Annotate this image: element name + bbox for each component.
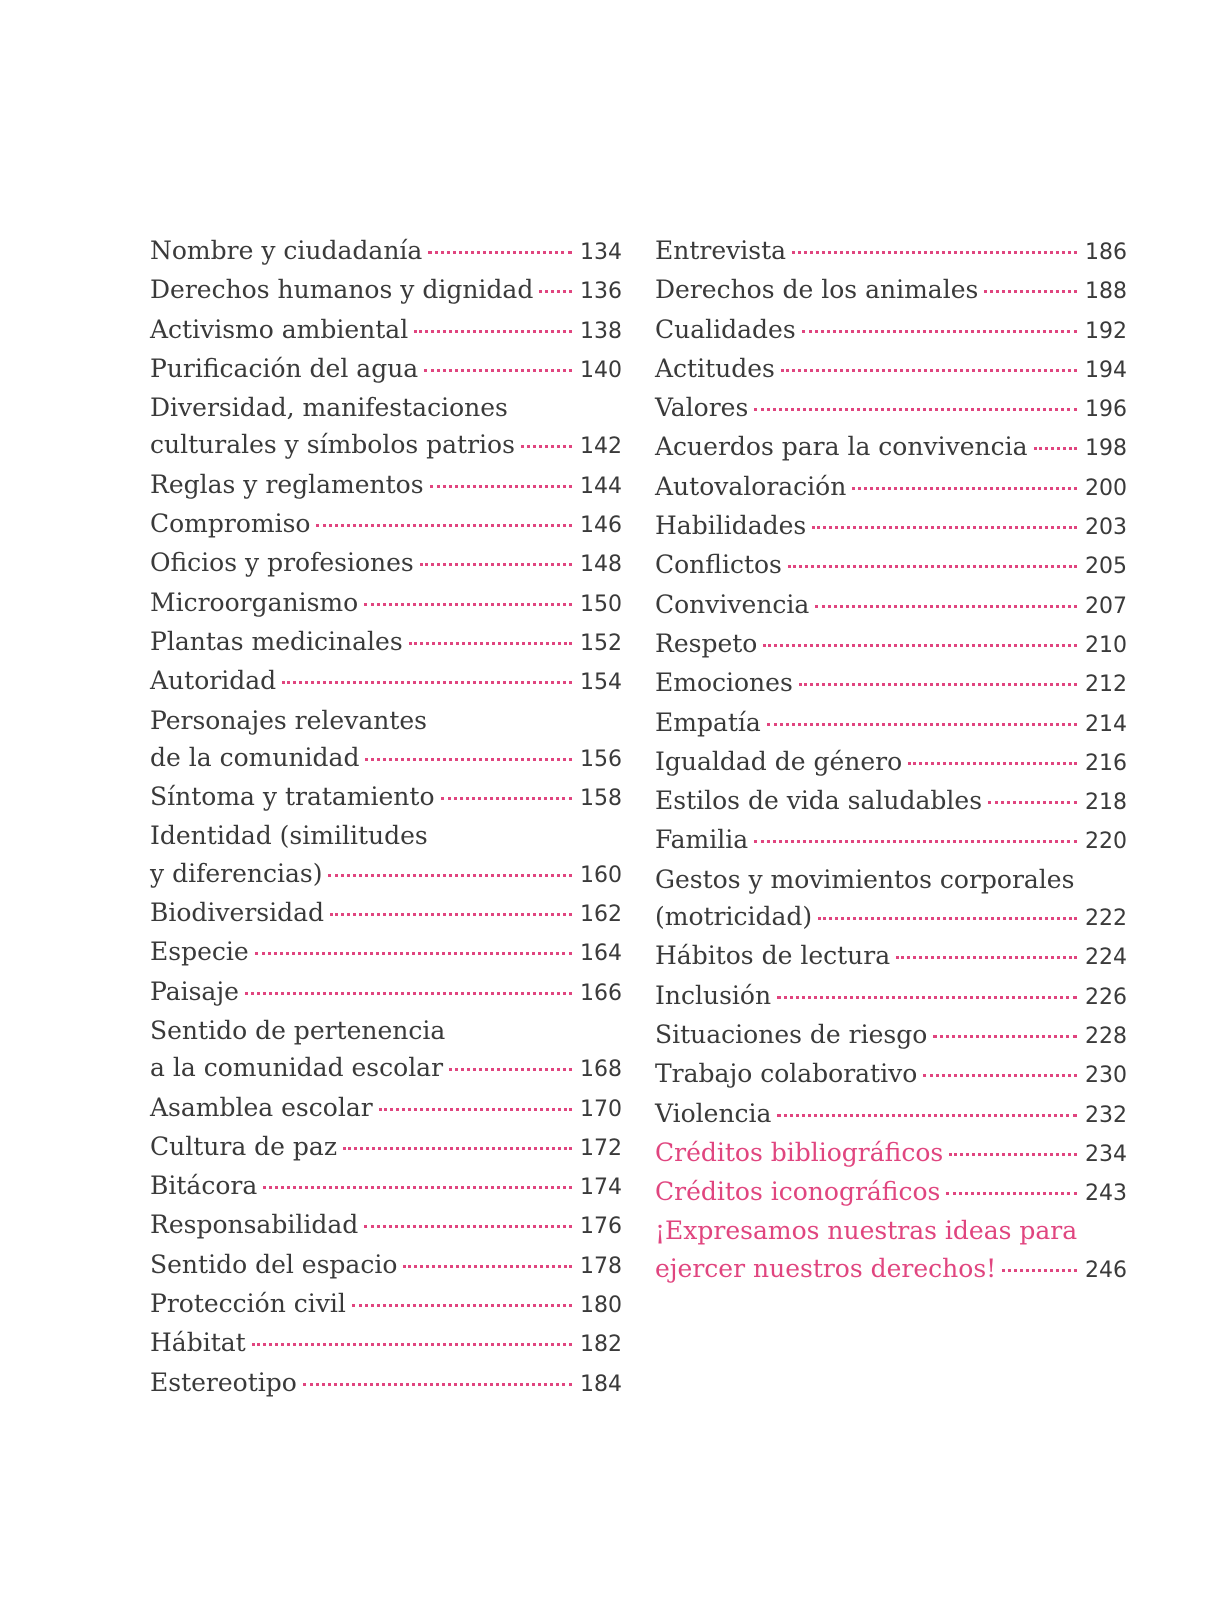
toc-entry-title: Valores [655, 393, 749, 423]
toc-entry[interactable] [655, 1173, 1127, 1212]
toc-entry-title: Conflictos [655, 550, 782, 580]
dot-leader [946, 1192, 1077, 1195]
toc-entry[interactable] [655, 664, 1127, 703]
dot-leader [933, 1035, 1077, 1038]
toc-entry-title: Plantas medicinales [150, 626, 403, 656]
toc-entry-title: Estereotipo [150, 1367, 297, 1397]
toc-entry-title: Síntoma y tratamiento [150, 782, 435, 812]
toc-entry-page-number: 216 [1085, 750, 1127, 776]
toc-entry[interactable] [150, 1206, 622, 1245]
toc-entry[interactable] [150, 1285, 622, 1324]
dot-leader [896, 956, 1077, 959]
toc-entry-page-number: 232 [1085, 1102, 1127, 1128]
toc-entry-title: Derechos humanos y dignidad [150, 275, 534, 305]
dot-leader [252, 1343, 572, 1346]
toc-entry-title: Empatía [655, 707, 761, 737]
toc-entry-title: Acuerdos para la convivencia [655, 432, 1028, 462]
toc-entry-page-number: 210 [1085, 632, 1127, 658]
toc-entry-page-number: 222 [1085, 906, 1127, 932]
toc-entry-title: Asamblea escolar [150, 1092, 373, 1122]
dot-leader [364, 603, 572, 606]
toc-entry[interactable] [655, 1095, 1127, 1134]
toc-entry-page-number: 148 [580, 552, 622, 578]
toc-entry-page-number: 160 [580, 862, 622, 888]
toc-entry[interactable] [655, 937, 1127, 976]
toc-entry-title: Familia [655, 825, 749, 855]
toc-entry[interactable] [150, 1012, 622, 1089]
toc-entry-title: Responsabilidad [150, 1210, 359, 1240]
toc-entry-page-number: 144 [580, 473, 622, 499]
toc-entry-title: Actitudes [655, 353, 775, 383]
toc-entry-title: Paisaje [150, 976, 239, 1006]
toc-entry-page-number: 234 [1085, 1141, 1127, 1167]
toc-entry-page-number: 164 [580, 941, 622, 967]
toc-entry-title: Trabajo colaborativo [655, 1059, 918, 1089]
toc-entry-page-number: 134 [580, 240, 622, 265]
dot-leader [984, 290, 1077, 293]
dot-leader [414, 330, 572, 333]
dot-leader [923, 1074, 1077, 1077]
dot-leader [428, 251, 572, 254]
toc-column-left [150, 232, 622, 1403]
toc-entry[interactable] [655, 1016, 1127, 1055]
toc-entry-title: Bitácora [150, 1171, 258, 1201]
dot-leader [949, 1153, 1077, 1156]
toc-entry-title: Especie [150, 937, 249, 967]
toc-entry-page-number: 154 [580, 670, 622, 696]
toc-entry-title-line1: Gestos y movimientos corporales [655, 864, 1075, 894]
toc-entry-page-number: 246 [1085, 1257, 1127, 1283]
toc-entry-title: Entrevista [655, 236, 787, 265]
dot-leader [441, 797, 573, 800]
toc-entry-page-number: 230 [1085, 1063, 1127, 1089]
toc-entry-page-number: 228 [1085, 1023, 1127, 1049]
dot-leader [788, 565, 1077, 568]
toc-entry[interactable] [150, 623, 622, 662]
toc-entry[interactable] [150, 778, 622, 817]
toc-entry-title: Emociones [655, 668, 793, 698]
toc-entry[interactable] [150, 505, 622, 544]
toc-entry-title: a la comunidad escolar [150, 1053, 444, 1083]
toc-entry[interactable] [655, 428, 1127, 467]
dot-leader [343, 1147, 572, 1150]
toc-entry[interactable] [150, 1089, 622, 1128]
toc-entry-page-number: 212 [1085, 672, 1127, 698]
dot-leader [988, 801, 1077, 804]
toc-entry-page-number: 136 [580, 279, 622, 305]
toc-entry-page-number: 156 [580, 746, 622, 772]
toc-entry[interactable] [150, 973, 622, 1012]
toc-entry-page-number: 207 [1085, 593, 1127, 619]
toc-entry-title: Biodiversidad [150, 898, 325, 928]
dot-leader [539, 290, 572, 293]
toc-entry-title: Créditos bibliográficos [655, 1137, 944, 1167]
toc-entry-title: ejercer nuestros derechos! [655, 1253, 997, 1283]
dot-leader [430, 485, 572, 488]
toc-entry-page-number: 243 [1085, 1181, 1127, 1207]
toc-entry[interactable] [655, 861, 1127, 938]
dot-leader [352, 1304, 572, 1307]
toc-entry[interactable] [150, 1167, 622, 1206]
dot-leader [763, 644, 1077, 647]
toc-entry-title: Microorganismo [150, 587, 359, 617]
toc-entry-title: Créditos iconográficos [655, 1177, 941, 1207]
toc-entry[interactable] [655, 232, 1127, 271]
toc-entry[interactable] [150, 894, 622, 933]
toc-entry-title: Habilidades [655, 511, 807, 541]
toc-entry-title: Purificación del agua [150, 353, 419, 383]
toc-entry[interactable] [150, 662, 622, 701]
toc-entry-page-number: 150 [580, 591, 622, 617]
toc-entry[interactable] [655, 468, 1127, 507]
toc-entry-page-number: 178 [580, 1253, 622, 1279]
toc-entry-title: Situaciones de riesgo [655, 1019, 928, 1049]
toc-entry-title: Protección civil [150, 1289, 346, 1319]
toc-entry-title: Oficios y profesiones [150, 548, 414, 578]
toc-entry[interactable] [150, 584, 622, 623]
toc-entry[interactable] [655, 389, 1127, 428]
dot-leader [818, 917, 1077, 920]
dot-leader [330, 913, 572, 916]
toc-entry-page-number: 194 [1085, 357, 1127, 383]
toc-entry-page-number: 224 [1085, 945, 1127, 971]
toc-entry-title: Hábitat [150, 1328, 246, 1358]
toc-entry[interactable] [150, 1128, 622, 1167]
toc-entry-title: Violencia [655, 1098, 772, 1128]
toc-entry-page-number: 158 [580, 786, 622, 812]
toc-entry-title-line1: Diversidad, manifestaciones [150, 393, 508, 423]
toc-entry[interactable] [150, 544, 622, 583]
toc-entry[interactable] [655, 586, 1127, 625]
dot-leader [403, 1265, 572, 1268]
toc-column-right [655, 232, 1127, 1289]
toc-entry[interactable] [655, 743, 1127, 782]
toc-entry[interactable] [150, 817, 622, 894]
toc-entry-page-number: 146 [580, 513, 622, 539]
toc-entry-page-number: 142 [580, 434, 622, 460]
toc-entry-page-number: 170 [580, 1096, 622, 1122]
toc-entry[interactable] [150, 350, 622, 389]
toc-entry-title: Respeto [655, 628, 758, 658]
dot-leader [754, 408, 1077, 411]
dot-leader [812, 526, 1077, 529]
toc-entry-title: Cultura de paz [150, 1131, 337, 1161]
dot-leader [781, 369, 1077, 372]
dot-leader [316, 524, 572, 527]
toc-entry-page-number: 220 [1085, 829, 1127, 855]
toc-entry-page-number: 180 [580, 1293, 622, 1319]
toc-entry-page-number: 196 [1085, 397, 1127, 423]
toc-entry-title: Activismo ambiental [150, 314, 409, 344]
toc-entry[interactable] [150, 232, 622, 271]
toc-entry[interactable] [150, 1364, 622, 1403]
toc-entry[interactable] [655, 311, 1127, 350]
dot-leader [365, 758, 572, 761]
toc-entry[interactable] [150, 389, 622, 466]
dot-leader [792, 251, 1077, 254]
toc-entry-page-number: 198 [1085, 436, 1127, 462]
toc-entry-title: Hábitos de lectura [655, 941, 891, 971]
toc-entry-page-number: 214 [1085, 711, 1127, 737]
toc-entry[interactable] [655, 507, 1127, 546]
toc-entry-title: Derechos de los animales [655, 275, 979, 305]
dot-leader [1002, 1269, 1077, 1272]
dot-leader [424, 369, 572, 372]
toc-entry-title: Cualidades [655, 314, 796, 344]
dot-leader [245, 992, 572, 995]
dot-leader [802, 330, 1077, 333]
toc-entry-page-number: 205 [1085, 554, 1127, 580]
toc-entry-page-number: 218 [1085, 790, 1127, 816]
dot-leader [815, 605, 1077, 608]
toc-entry-title: Sentido del espacio [150, 1249, 398, 1279]
toc-entry-title: Inclusión [655, 980, 772, 1010]
toc-entry[interactable] [150, 1246, 622, 1285]
toc-entry-page-number: 200 [1085, 475, 1127, 501]
toc-entry-page-number: 186 [1085, 240, 1127, 265]
toc-entry-title: y diferencias) [150, 858, 323, 888]
dot-leader [328, 874, 572, 877]
dot-leader [852, 487, 1077, 490]
toc-entry[interactable] [150, 933, 622, 972]
toc-entry-title: culturales y símbolos patrios [150, 430, 515, 460]
toc-entry-title: Reglas y reglamentos [150, 469, 424, 499]
dot-leader [255, 952, 572, 955]
toc-entry-page-number: 226 [1085, 984, 1127, 1010]
toc-entry[interactable] [655, 546, 1127, 585]
dot-leader [263, 1186, 572, 1189]
dot-leader [799, 683, 1077, 686]
dot-leader [364, 1225, 572, 1228]
dot-leader [379, 1108, 572, 1111]
toc-entry-page-number: 174 [580, 1175, 622, 1201]
toc-entry[interactable] [150, 1324, 622, 1363]
dot-leader [420, 563, 572, 566]
toc-entry-title: Nombre y ciudadanía [150, 236, 423, 265]
toc-entry-page-number: 182 [580, 1332, 622, 1358]
toc-entry-title: de la comunidad [150, 742, 360, 772]
toc-entry-page-number: 166 [580, 980, 622, 1006]
toc-entry-title-line1: Personajes relevantes [150, 705, 427, 735]
toc-entry-page-number: 188 [1085, 279, 1127, 305]
toc-entry[interactable] [655, 350, 1127, 389]
toc-entry[interactable] [655, 271, 1127, 310]
toc-entry[interactable] [655, 1134, 1127, 1173]
toc-entry-title-line1: Identidad (similitudes [150, 821, 428, 851]
dot-leader [303, 1383, 572, 1386]
dot-leader [777, 1114, 1077, 1117]
toc-entry-title: Estilos de vida saludables [655, 786, 983, 816]
toc-entry-page-number: 176 [580, 1214, 622, 1240]
toc-entry-page-number: 162 [580, 902, 622, 928]
toc-entry[interactable] [655, 1212, 1127, 1289]
toc-entry[interactable] [655, 821, 1127, 860]
toc-entry[interactable] [150, 271, 622, 310]
dot-leader [521, 445, 572, 448]
toc-entry[interactable] [655, 782, 1127, 821]
toc-entry-page-number: 140 [580, 357, 622, 383]
toc-entry-title-line1: ¡Expresamos nuestras ideas para [655, 1216, 1078, 1246]
toc-entry-page-number: 152 [580, 630, 622, 656]
dot-leader [282, 681, 572, 684]
toc-entry-page-number: 168 [580, 1057, 622, 1083]
toc-entry[interactable] [655, 1055, 1127, 1094]
dot-leader [908, 762, 1077, 765]
toc-entry[interactable] [655, 625, 1127, 664]
dot-leader [754, 840, 1077, 843]
toc-entry-title-line1: Sentido de pertenencia [150, 1015, 446, 1045]
toc-entry-page-number: 184 [580, 1371, 622, 1397]
toc-entry-page-number: 172 [580, 1135, 622, 1161]
dot-leader [1034, 447, 1078, 450]
dot-leader [409, 642, 572, 645]
dot-leader [767, 723, 1077, 726]
toc-entry-title: Compromiso [150, 509, 311, 539]
toc-entry[interactable] [150, 466, 622, 505]
toc-entry[interactable] [655, 977, 1127, 1016]
toc-entry-page-number: 203 [1085, 515, 1127, 541]
dot-leader [777, 996, 1077, 999]
toc-entry-title: Convivencia [655, 589, 810, 619]
toc-entry-title: (motricidad) [655, 902, 813, 932]
dot-leader [449, 1068, 572, 1071]
toc-entry-page-number: 138 [580, 318, 622, 344]
toc-entry[interactable] [150, 311, 622, 350]
toc-entry-title: Autoridad [150, 666, 277, 696]
toc-entry[interactable] [655, 704, 1127, 743]
toc-entry-title: Igualdad de género [655, 746, 903, 776]
toc-entry-page-number: 192 [1085, 318, 1127, 344]
toc-entry-title: Autovaloración [655, 471, 847, 501]
toc-entry[interactable] [150, 702, 622, 779]
